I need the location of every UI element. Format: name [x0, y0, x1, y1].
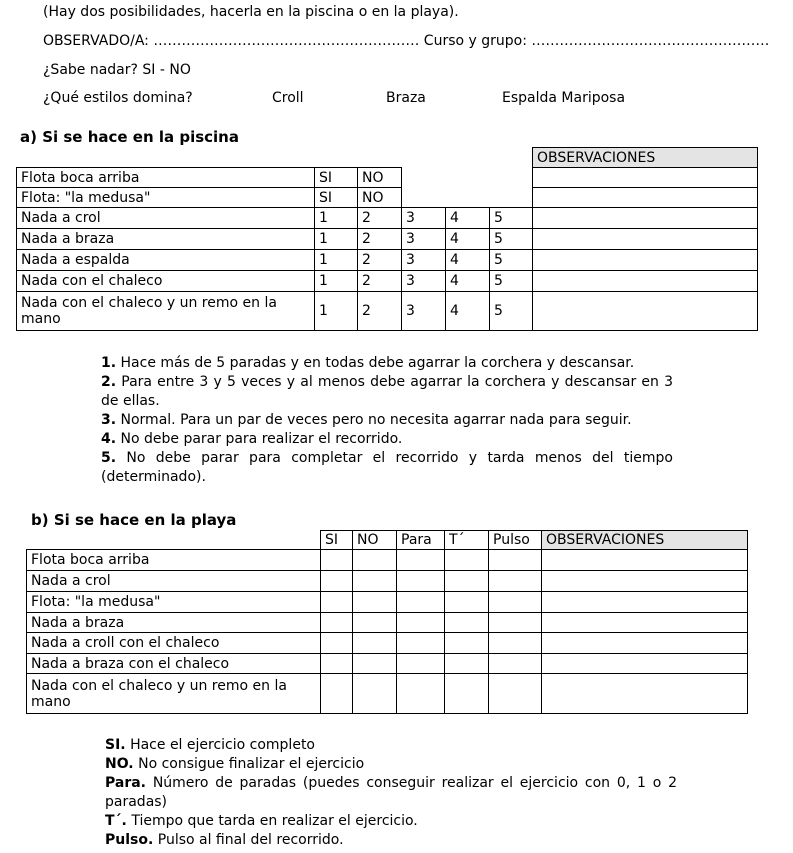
score-cell: 2 [358, 229, 402, 250]
table-row [17, 250, 758, 271]
table-row [27, 571, 748, 592]
cell-no: NO [358, 188, 402, 208]
table-row [27, 654, 748, 674]
table-row [27, 613, 748, 633]
beach-legend: SI. Hace el ejercicio completo NO. No consigue finalizar el ejercicio Para. Número de paradas (puedes conseguir realizar el ejercicio con 0, 1 o 2 paradas) T´. Tiempo que tarda en realizar el ejercicio. Pulso. Pulso al final del recorrido. [105, 737, 677, 848]
cell-si: SI [315, 168, 358, 188]
score-cell: 3 [402, 229, 446, 250]
table-row [27, 633, 748, 654]
score-cell: 3 [402, 292, 446, 331]
cell-no: NO [358, 168, 402, 188]
pool-observations-header: OBSERVACIONES [533, 148, 758, 168]
column-header-observaciones: OBSERVACIONES [542, 531, 748, 550]
column-header-si: SI [321, 531, 353, 550]
row-label: Nada a crol [27, 571, 321, 592]
table-row [17, 168, 758, 188]
table-row [17, 229, 758, 250]
table-row [17, 271, 758, 292]
score-cell: 5 [490, 250, 533, 271]
row-label: Nada a braza [17, 229, 315, 250]
row-label: Nada con el chaleco [17, 271, 315, 292]
score-cell: 5 [490, 292, 533, 331]
observations-cell [533, 292, 758, 331]
score-cell: 1 [315, 229, 358, 250]
score-cell: 5 [490, 208, 533, 229]
section-a-heading: a) Si se hace en la piscina [20, 128, 239, 146]
observations-cell [533, 208, 758, 229]
score-cell: 2 [358, 208, 402, 229]
swim-question: ¿Sabe nadar? SI - NO [43, 62, 191, 78]
row-label: Flota: "la medusa" [17, 188, 315, 208]
column-header-para: Para [397, 531, 445, 550]
column-header-tiempo: T´ [445, 531, 489, 550]
style-braza: Braza [386, 90, 426, 106]
row-label: Nada a braza [27, 613, 321, 633]
row-label: Nada a espalda [17, 250, 315, 271]
row-label: Nada a braza con el chaleco [27, 654, 321, 674]
observations-cell [533, 250, 758, 271]
score-cell: 3 [402, 250, 446, 271]
style-croll: Croll [272, 90, 304, 106]
score-cell: 2 [358, 271, 402, 292]
score-cell: 1 [315, 271, 358, 292]
beach-table-header-row [27, 531, 748, 550]
intro-note: (Hay dos posibilidades, hacerla en la piscina o en la playa). [43, 4, 459, 20]
observed-field: OBSERVADO/A: ………………………………………………… Curso y grupo: …………………………………………… [43, 33, 770, 49]
row-label: Nada a crol [17, 208, 315, 229]
score-cell: 4 [446, 208, 490, 229]
score-cell: 1 [315, 250, 358, 271]
score-cell: 5 [490, 229, 533, 250]
score-cell: 4 [446, 292, 490, 331]
score-cell: 4 [446, 250, 490, 271]
observations-cell [533, 188, 758, 208]
score-cell: 1 [315, 292, 358, 331]
table-row [17, 292, 758, 331]
table-row [27, 550, 748, 571]
table-row [27, 674, 748, 714]
style-espalda-mariposa: Espalda Mariposa [502, 90, 626, 106]
styles-question: ¿Qué estilos domina? [43, 90, 193, 106]
observations-cell [533, 229, 758, 250]
pool-table-header-row [17, 148, 758, 168]
table-row [17, 208, 758, 229]
table-row [17, 188, 758, 208]
row-label: Nada con el chaleco y un remo en la mano [17, 292, 315, 331]
column-header-pulso: Pulso [489, 531, 542, 550]
score-cell: 1 [315, 208, 358, 229]
table-row [27, 592, 748, 613]
row-label: Nada a croll con el chaleco [27, 633, 321, 654]
section-b-heading: b) Si se hace en la playa [31, 511, 237, 529]
column-header-no: NO [353, 531, 397, 550]
cell-si: SI [315, 188, 358, 208]
observations-cell [533, 271, 758, 292]
score-cell: 2 [358, 292, 402, 331]
row-label: Flota: "la medusa" [27, 592, 321, 613]
row-label: Nada con el chaleco y un remo en la mano [27, 674, 321, 714]
score-cell: 5 [490, 271, 533, 292]
beach-table [26, 530, 748, 714]
score-cell: 3 [402, 208, 446, 229]
pool-legend: 1. Hace más de 5 paradas y en todas debe agarrar la corchera y descansar. 2. Para entre 3 y 5 veces y al menos debe agarrar la corchera y descansar en 3 de ellas. 3. Normal. Para un par de veces pero no necesita agarrar nada para seguir. 4. No debe parar para realizar el recorrido. 5. No debe parar para completar el recorrido y tarda menos del tiempo (determinado). [101, 355, 673, 485]
score-cell: 2 [358, 250, 402, 271]
row-label: Flota boca arriba [27, 550, 321, 571]
observations-cell [533, 168, 758, 188]
score-cell: 4 [446, 229, 490, 250]
row-label: Flota boca arriba [17, 168, 315, 188]
pool-table [16, 147, 758, 331]
score-cell: 3 [402, 271, 446, 292]
score-cell: 4 [446, 271, 490, 292]
